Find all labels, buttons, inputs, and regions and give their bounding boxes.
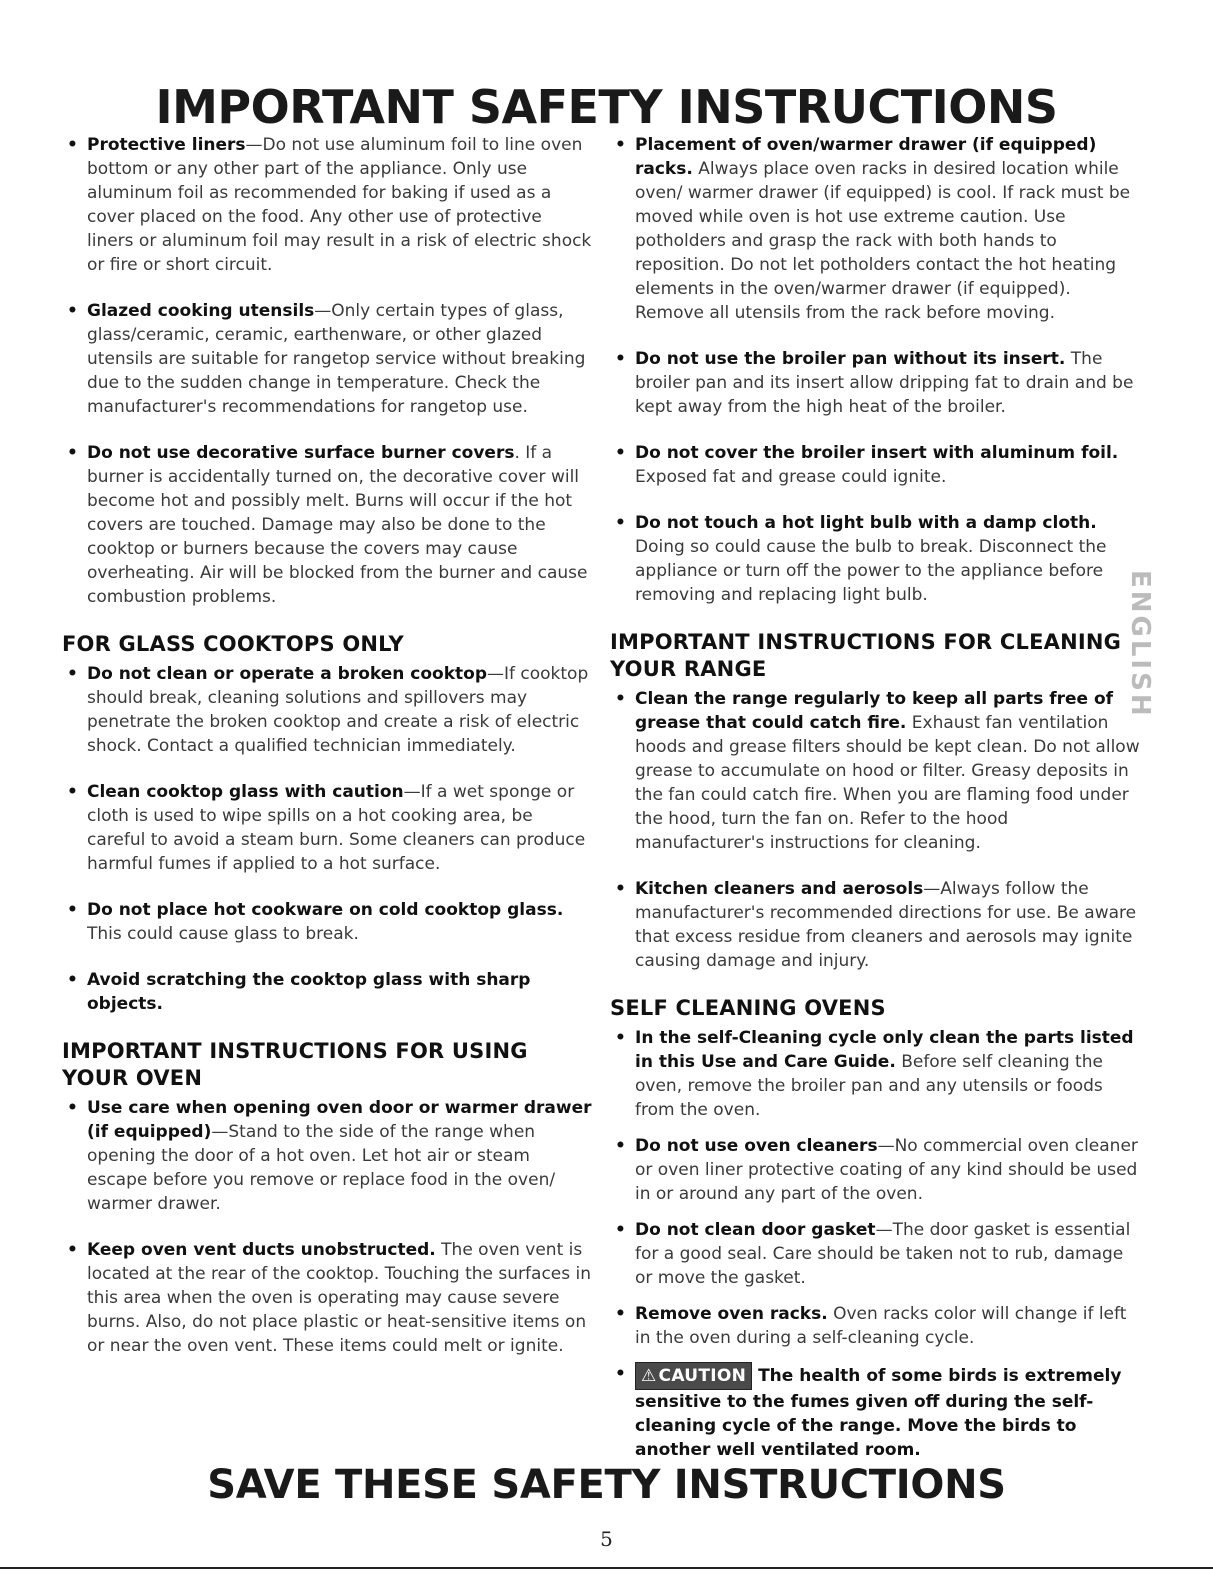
list-item: • Placement of oven/warmer drawer (if equipped) racks. Always place oven racks in desired location while oven/ warmer drawer (if equipped) is cool. If rack must be moved while oven is hot use extreme caution. Use potholders and grasp the rack with both hands to reposition. Do not let potholders contact the hot heating elements in the oven/warmer drawer (if equipped). Remove all utensils from the rack before moving. [615,135,1131,323]
bullet: • [67,443,78,463]
list-item: • Do not cover the broiler insert with aluminum foil. Exposed fat and grease could ignite. [615,443,1119,487]
page-number: 5 [600,1527,613,1551]
list-item: • Do not touch a hot light bulb with a damp cloth. Doing so could cause the bulb to break. Disconnect the appliance or turn off the power to the appliance before removing and replacing light bulb. [615,513,1107,605]
caution-item: • ⚠ CAUTION The health of some birds is extremely sensitive to the fumes given off during the self-cleaning cycle of the range. Move the birds to another well ventilated room. [615,1364,1122,1460]
list-item: • Clean the range regularly to keep all parts free of grease that could catch fire. Exhaust fan ventilation hoods and grease filters should be kept clean. Do not allow grease to accumulate on hood or filter. Greasy deposits in the fan could catch fire. When you are flaming food under the hood, turn the fan on. Refer to the hood manufacturer's instructions for cleaning. [615,689,1140,853]
list-item: • Do not place hot cookware on cold cooktop glass. This could cause glass to break. [67,900,564,944]
list-item: • Avoid scratching the cooktop glass with sharp objects. [67,970,531,1014]
list-item: • Protective liners—Do not use aluminum foil to line oven bottom or any other part of the appliance. Only use aluminum foil as recommended for baking if used as a cover placed on the food. Any other use of protective liners or aluminum foil may result in a risk of electric shock or fire or short circuit. [67,135,592,275]
bullet: • [615,1304,626,1324]
bullet: • [67,782,78,802]
list-item: • Do not clean or operate a broken cooktop—If cooktop should break, cleaning solutions and spillovers may penetrate the broken cooktop and create a risk of electric shock. Contact a qualified technician immediately. [67,664,589,756]
bullet: • [615,513,626,533]
bullet: • [615,349,626,369]
section-heading-cleaning-range: IMPORTANT INSTRUCTIONS FOR CLEANING YOUR RANGE [610,630,1122,681]
bullet: • [67,900,78,920]
page-title: IMPORTANT SAFETY INSTRUCTIONS [155,80,1058,134]
bullet: • [67,970,78,990]
list-item: • Do not clean door gasket—The door gasket is essential for a good seal. Care should be taken not to rub, damage or move the gasket. [615,1220,1131,1288]
bullet: • [67,1098,78,1118]
footer-title: SAVE THESE SAFETY INSTRUCTIONS [207,1462,1006,1508]
list-item: • Do not use decorative surface burner covers. If a burner is accidentally turned on, the decorative cover will become hot and possibly melt. Burns will occur if the hot covers are touched. Damage may also be done to the cooktop or burners because the covers may cause overheating. Air will be blocked from the burner and cause combustion problems. [67,443,588,607]
list-item: • Clean cooktop glass with caution—If a wet sponge or cloth is used to wipe spills on a hot cooking area, be careful to avoid a steam burn. Some cleaners can produce harmful fumes if applied to a hot surface. [67,782,586,874]
list-item: • Keep oven vent ducts unobstructed. The oven vent is located at the rear of the cooktop. Touching the surfaces in this area when the oven is operating may cause severe burns. Also, do not place plastic or heat-sensitive items on or near the oven vent. These items could melt or ignite. [67,1240,592,1356]
list-item: • Glazed cooking utensils—Only certain types of glass, glass/ceramic, ceramic, earthenware, or other glazed utensils are suitable for rangetop service without breaking due to the sudden change in temperature. Check the manufacturer's recommendations for rangetop use. [67,301,586,417]
section-heading-self-cleaning: SELF CLEANING OVENS [610,996,886,1020]
bullet: • [615,879,626,899]
list-item: • Do not use the broiler pan without its insert. The broiler pan and its insert allow dripping fat to drain and be kept away from the high heat of the broiler. [615,349,1134,417]
bullet: • [615,135,626,155]
bullet: • [615,443,626,463]
bullet: • [615,1364,626,1384]
section-heading-glass-cooktops: FOR GLASS COOKTOPS ONLY [62,632,404,656]
language-side-tab: ENGLISH [1125,570,1155,719]
bullet: • [615,1028,626,1048]
left-column [62,133,592,1380]
list-item: • Do not use oven cleaners—No commercial oven cleaner or oven liner protective coating of any kind should be used in or around any part of the oven. [615,1136,1138,1204]
list-item: • Use care when opening oven door or warmer drawer (if equipped)—Stand to the side of the range when opening the door of a hot oven. Let hot air or steam escape before you remove or replace food in the oven/ warmer drawer. [67,1098,592,1214]
caution-badge: ⚠ CAUTION [635,1362,752,1390]
list-item: • Kitchen cleaners and aerosols—Always follow the manufacturer's recommended directions for use. Be aware that excess residue from cleaners and aerosols may ignite causing damage and injury. [615,879,1137,971]
bullet: • [67,301,78,321]
warning-triangle-icon: ⚠ [641,1366,657,1386]
bottom-rule [0,1567,1213,1569]
section-heading-using-oven: IMPORTANT INSTRUCTIONS FOR USING YOUR OVEN [62,1039,528,1090]
list-item: • In the self-Cleaning cycle only clean the parts listed in this Use and Care Guide. Before self cleaning the oven, remove the broiler pan and any utensils or foods from the oven. [615,1028,1134,1120]
right-column [610,133,1140,1484]
bullet: • [615,1136,626,1156]
bullet: • [67,1240,78,1260]
list-item: • Remove oven racks. Oven racks color will change if left in the oven during a self-cleaning cycle. [615,1304,1127,1348]
bullet: • [615,689,626,709]
bullet: • [615,1220,626,1240]
bullet: • [67,135,78,155]
bullet: • [67,664,78,684]
